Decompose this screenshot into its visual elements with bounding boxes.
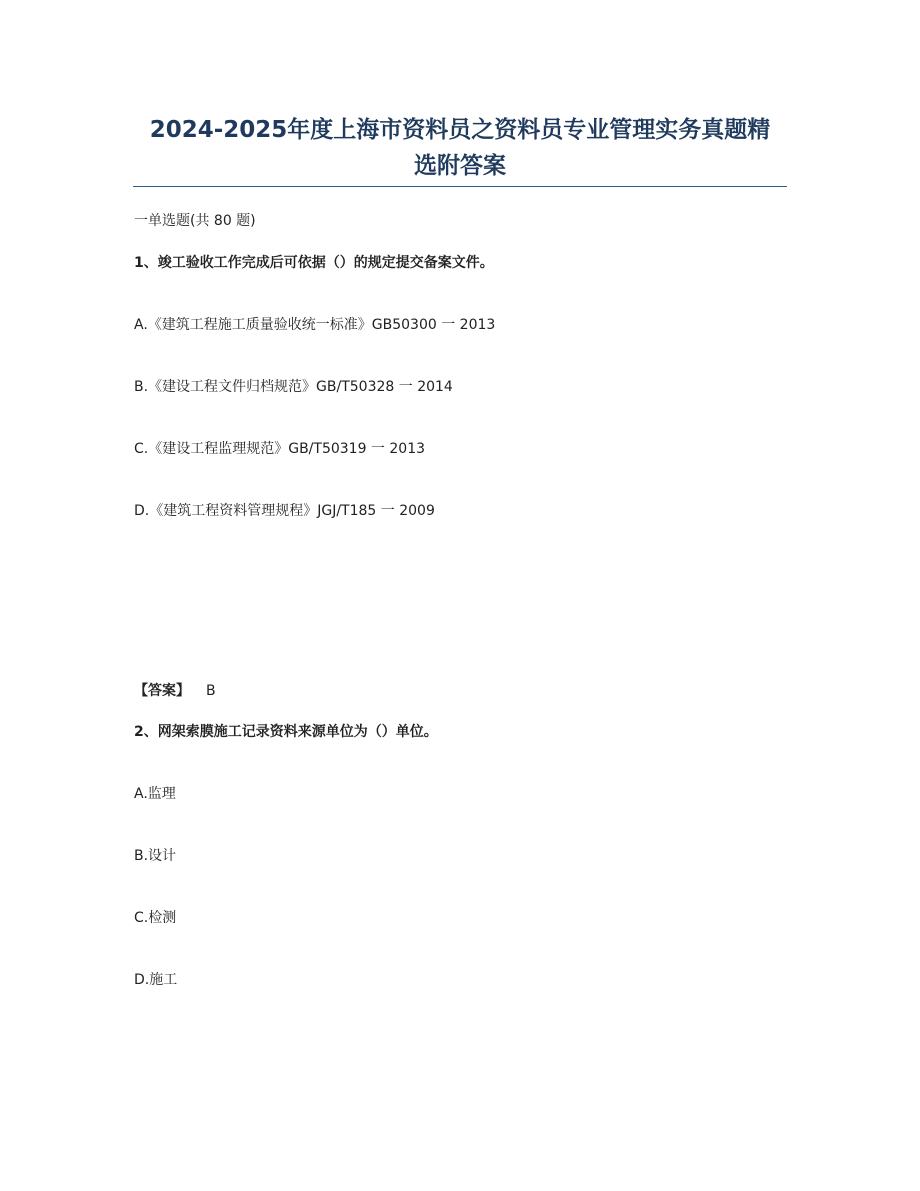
question-1-option-b: B.《建设工程文件归档规范》GB/T50328 一 2014 — [134, 379, 453, 395]
title-line-2: 选附答案 — [414, 153, 506, 179]
answer-value: B — [206, 683, 216, 699]
answer-label: 【答案】 — [134, 683, 190, 699]
question-2-stem: 2、网架索膜施工记录资料来源单位为（）单位。 — [134, 724, 438, 740]
question-2-option-d: D.施工 — [134, 972, 178, 988]
question-1-option-a: A.《建筑工程施工质量验收统一标准》GB50300 一 2013 — [134, 317, 496, 333]
question-1-answer — [134, 681, 216, 701]
question-1-option-c: C.《建设工程监理规范》GB/T50319 一 2013 — [134, 441, 426, 457]
title-line-1: 2024-2025年度上海市资料员之资料员专业管理实务真题精 — [149, 117, 771, 143]
document-title — [100, 112, 820, 184]
question-1-option-d: D.《建筑工程资料管理规程》JGJ/T185 一 2009 — [134, 503, 435, 519]
question-2-option-c: C.检测 — [134, 910, 177, 926]
question-2-option-b: B.设计 — [134, 848, 177, 864]
question-1-stem: 1、竣工验收工作完成后可依据（）的规定提交备案文件。 — [134, 255, 494, 271]
section-heading: 一单选题(共 80 题) — [134, 213, 256, 229]
question-2-option-a: A.监理 — [134, 786, 176, 802]
title-divider — [133, 186, 787, 187]
